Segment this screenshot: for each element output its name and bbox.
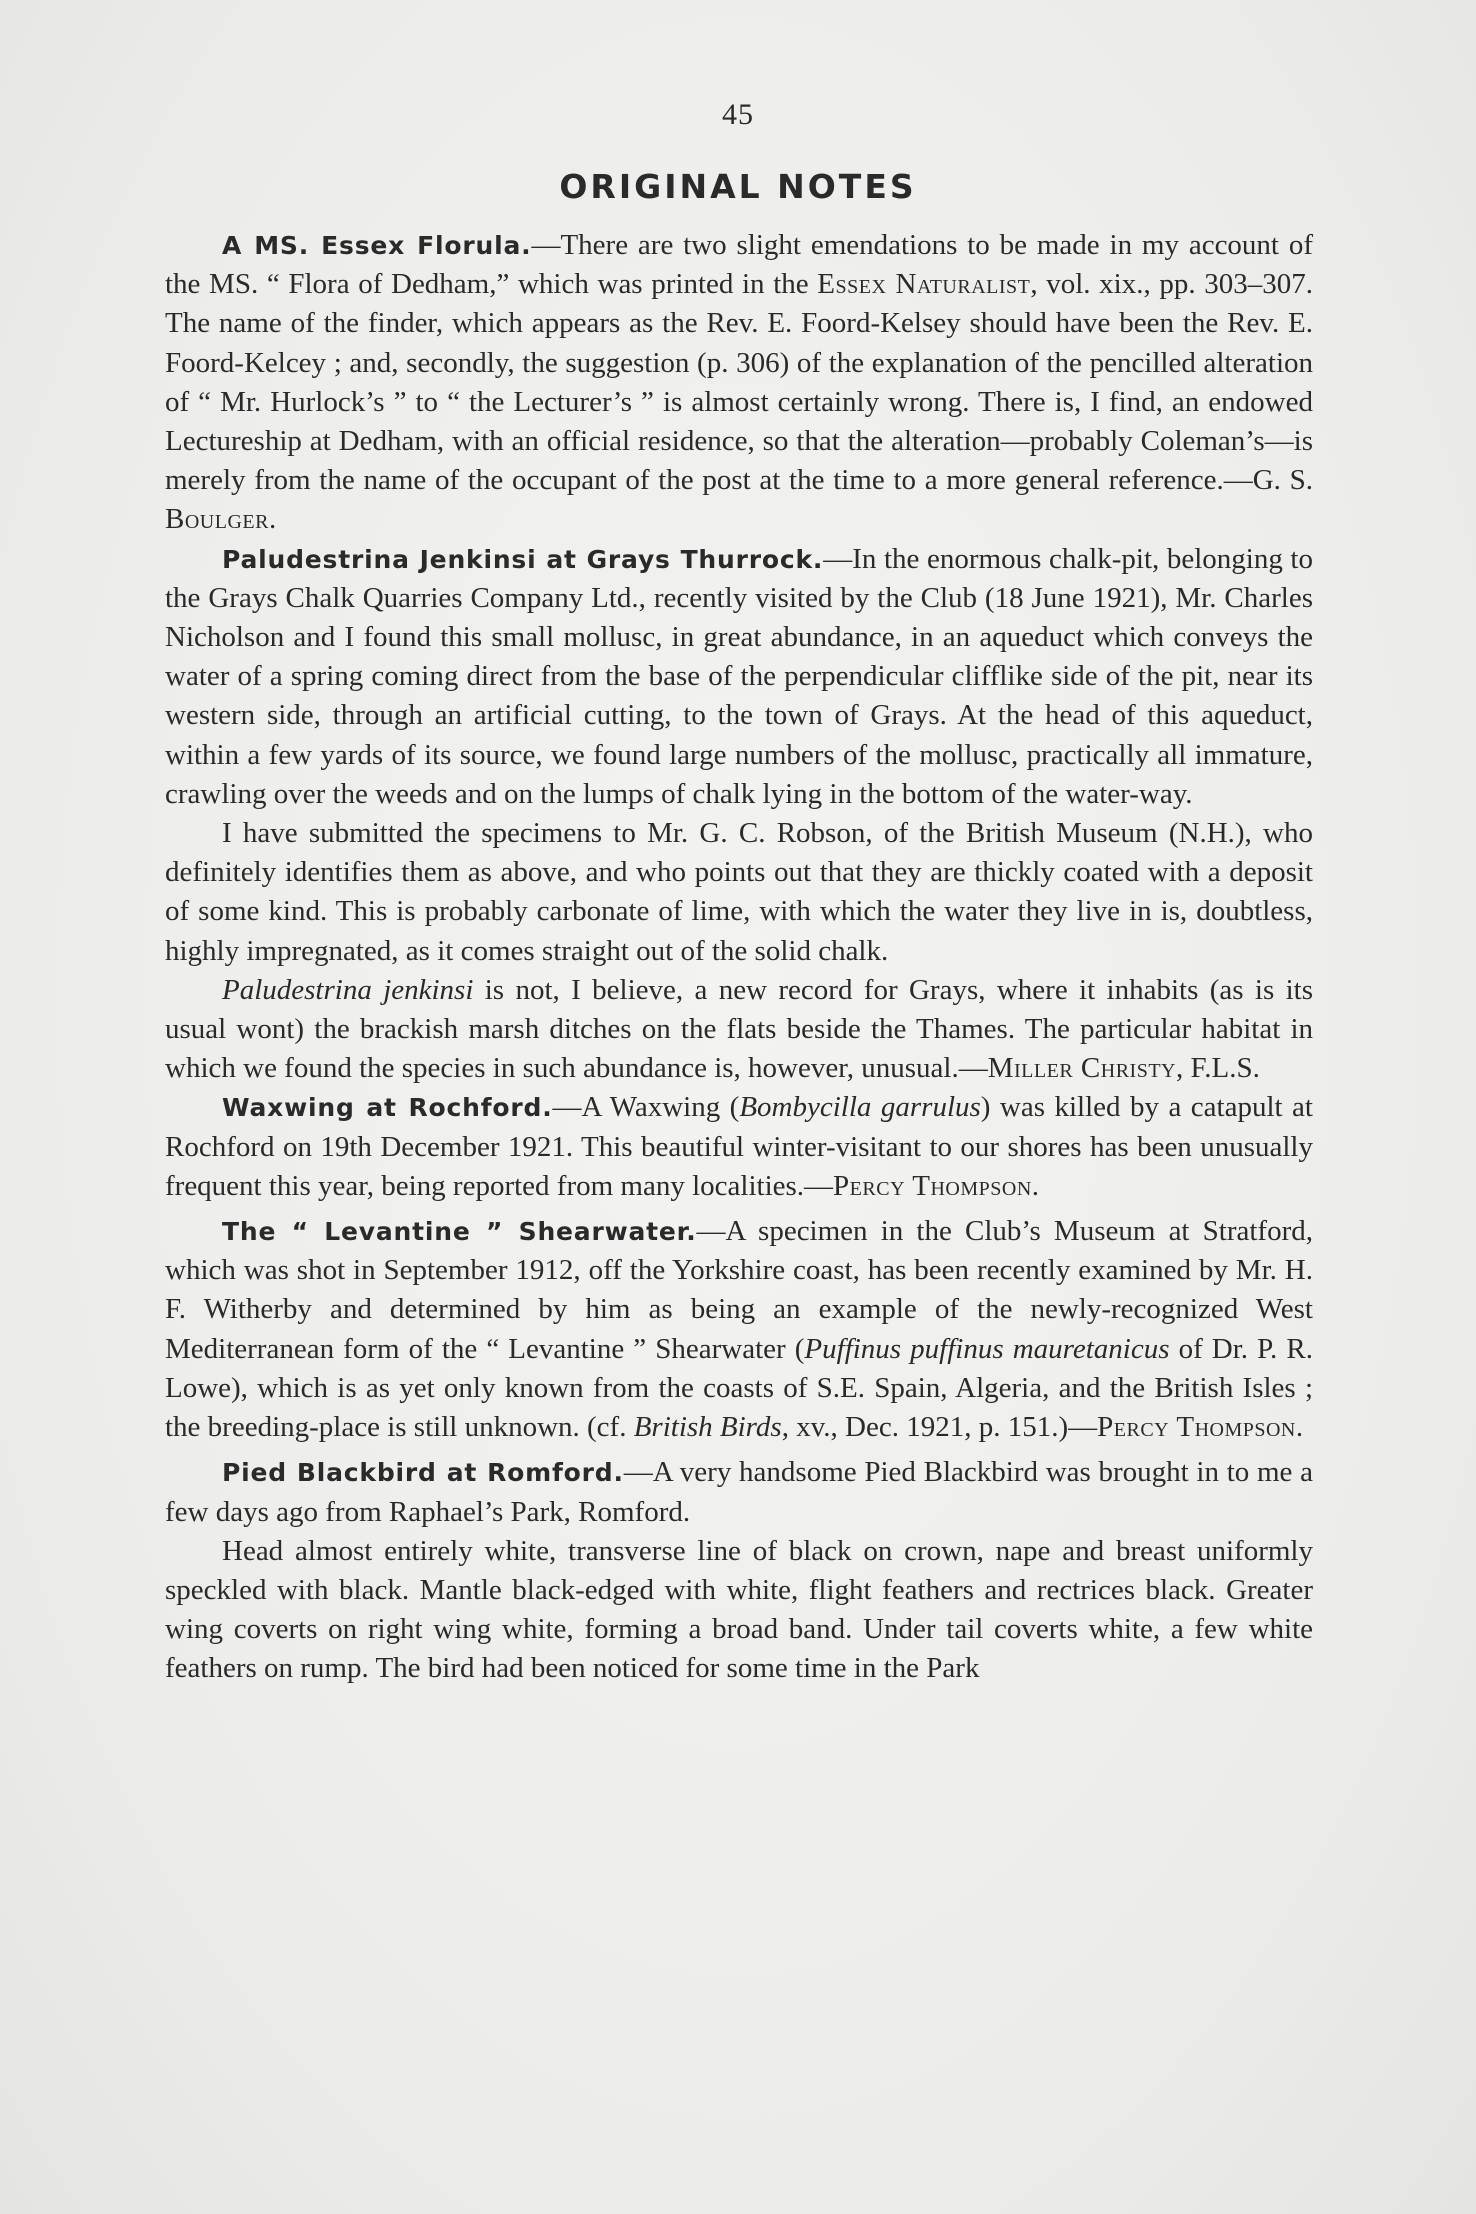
note-paragraph xyxy=(165,226,1313,540)
italic-text: British Birds xyxy=(633,1411,782,1444)
note-text: , vol. xix., pp. 303–307. The name of the finder, which appears as the Rev. E. Foord-Kelsey should have been the Rev. E. Foord-Kelcey ; and, secondly, the suggestion (p. 306) of the explanation of the pencilled alteration of “ Mr. Hurlock’s ” to “ the Lecturer’s ” is almost certainly wrong. There is, I find, an endowed Lectureship at Dedham, with an official residence, so that the alteration—probably Coleman’s—is merely from the name of the occupant of the post at the time to a more general reference.—G. S. xyxy=(165,268,1314,497)
note-text: of Dr. P. R. Lowe), which is as yet only known from the coasts of S.E. Spain, Algeria, and the British Isles ; the breeding-place is still unknown. (cf. xyxy=(165,1332,1313,1444)
note-title: Waxwing at Rochford. xyxy=(222,1093,553,1123)
note-paragraph xyxy=(165,1453,1313,1531)
notes-body xyxy=(165,226,1313,1689)
note-text: I have submitted the specimens to Mr. G. C. Robson, of the British Museum (N.H.), who definitely identifies them as above, and who points out that they are thickly coated with a deposit of some kind. This is probably carbonate of lime, with which the water they live in is, doubtless, highly impregnated, as it comes straight out of the solid chalk. xyxy=(165,817,1313,967)
note-text: . xyxy=(268,503,277,536)
note-title: Pied Blackbird at Romford. xyxy=(222,1458,624,1488)
italic-text: Bombycilla garrulus xyxy=(739,1091,981,1124)
note-text: —A specimen in the Club’s Museum at Stratford, which was shot in September 1912, off the Yorkshire coast, has been recently examined by Mr. H. F. Witherby and determined by him as being an example of the newly-recognized West Mediterranean form of the “ Levantine ” Shearwater ( xyxy=(165,1215,1313,1365)
note-text: ) was killed by a catapult at Rochford on 19th December 1921. This beautiful winter-visitant to our shores has been unusually frequent this year, being reported from many localities.— xyxy=(165,1091,1313,1202)
small-caps-text: Miller Christy xyxy=(987,1052,1176,1085)
small-caps-text: Percy Thompson xyxy=(833,1169,1032,1202)
note-paragraph xyxy=(165,1532,1313,1689)
note-text: , F.L.S. xyxy=(1175,1052,1260,1085)
note-text: —A Waxwing ( xyxy=(552,1091,740,1124)
italic-text: Puffinus puffinus mauretanicus xyxy=(804,1332,1170,1365)
note-title: The “ Levantine ” Shearwater. xyxy=(222,1217,697,1247)
note-title: Paludestrina Jenkinsi at Grays Thurrock. xyxy=(222,544,824,574)
small-caps-text: Essex Naturalist xyxy=(817,268,1031,301)
note-paragraph xyxy=(165,1088,1313,1206)
note-text: —A very handsome Pied Blackbird was brought in to me a few days ago from Raphael’s Park, Romford. xyxy=(165,1456,1313,1528)
note-text: —There are two slight emendations to be made in my account of the MS. “ Flora of Dedham,” which was printed in the xyxy=(165,229,1313,301)
note-text: . xyxy=(1031,1169,1040,1202)
note-text: —In the enormous chalk-pit, belonging to the Grays Chalk Quarries Company Ltd., recently visited by the Club (18 June 1921), Mr. Charles Nicholson and I found this small mollusc, in great abundance, in an aqueduct which conveys the water of a spring coming direct from the base of the perpendicular clifflike side of the pit, near its western side, through an artificial cutting, to the town of Grays. At the head of this aqueduct, within a few yards of its source, we found large numbers of the mollusc, practically all immature, crawling over the weeds and on the lumps of chalk lying in the bottom of the water-way. xyxy=(165,542,1313,810)
note-text: , xv., Dec. 1921, p. 151.)— xyxy=(781,1411,1098,1444)
note-paragraph xyxy=(165,540,1313,814)
note-text: Head almost entirely white, transverse line of black on crown, nape and breast uniformly speckled with black. Mantle black-edged with white, flight feathers and rectrices black. Greater wing coverts on right wing white, forming a broad band. Under tail coverts white, a few white feathers on rump. The bird had been noticed for some time in the Park xyxy=(165,1534,1313,1685)
note-text: . xyxy=(1295,1411,1304,1444)
note-paragraph xyxy=(165,1212,1313,1447)
italic-text: Paludestrina jenkinsi xyxy=(222,973,474,1006)
small-caps-text: Percy Thompson xyxy=(1097,1411,1296,1444)
page-number: 45 xyxy=(722,98,754,131)
note-paragraph xyxy=(165,971,1313,1089)
small-caps-text: Boulger xyxy=(165,503,269,536)
note-title: A MS. Essex Florula. xyxy=(222,231,532,260)
note-text: is not, I believe, a new record for Grays, where it inhabits (as is its usual wont) the brackish marsh ditches on the flats beside the Thames. The particular habitat in which we found the species in such abundance is, however, unusual.— xyxy=(165,973,1313,1085)
section-heading: ORIGINAL NOTES xyxy=(559,167,917,206)
note-paragraph xyxy=(165,814,1313,971)
